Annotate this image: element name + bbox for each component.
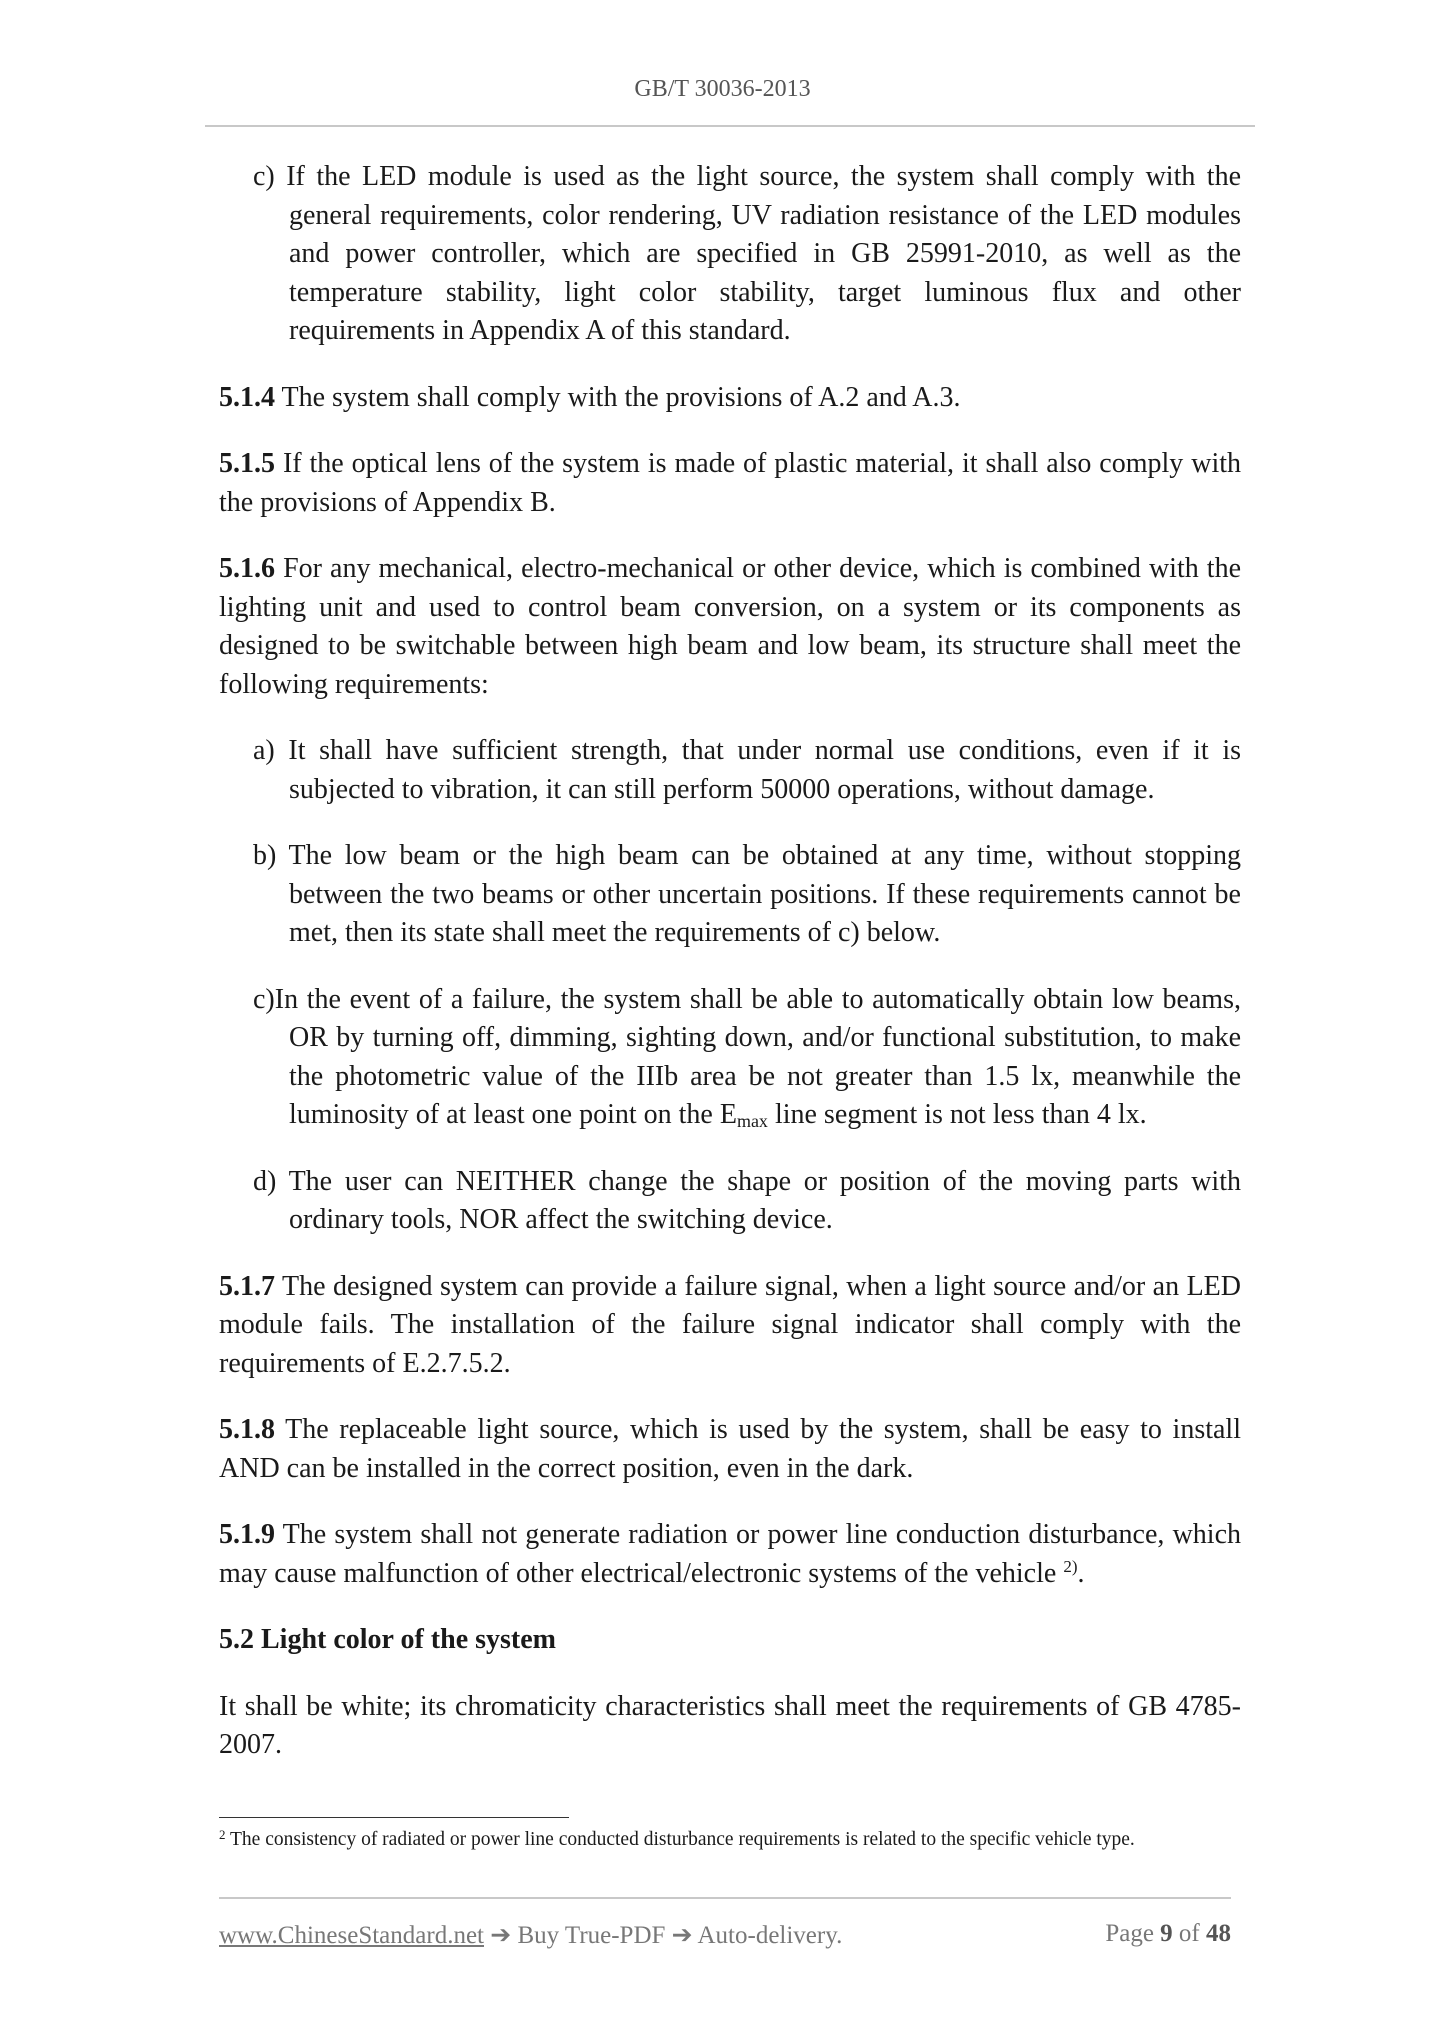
item-label: d): [253, 1165, 277, 1197]
list-item-b: [219, 837, 1241, 953]
clause-5-1-8: [219, 1411, 1241, 1488]
page-body: [219, 158, 1241, 1793]
footer-divider: [219, 1897, 1231, 1899]
page-total: 48: [1206, 1920, 1231, 1947]
clause-text: The system shall comply with the provisions of A.2 and A.3.: [281, 381, 961, 413]
clause-number: 5.1.8: [219, 1414, 275, 1445]
item-text: The user can NEITHER change the shape or position of the moving parts with ordinary tools, NOR affect the switching device.: [288, 1165, 1241, 1235]
section-5-2-text: It shall be white; its chromaticity characteristics shall meet the requirements of GB 4785-2007.: [219, 1690, 1241, 1760]
subscript-max: max: [736, 1111, 768, 1131]
clause-text: For any mechanical, electro-mechanical or other device, which is combined with the lighting unit and used to control beam conversion, on a system or its components as designed to be switchable between high beam and low beam, its structure shall meet the following requirements:: [219, 553, 1241, 700]
footnote-divider: [219, 1817, 569, 1818]
clause-5-1-6: [219, 550, 1241, 704]
page-prefix: Page: [1105, 1920, 1161, 1947]
section-heading-5-2: 5.2 Light color of the system: [219, 1624, 556, 1655]
footnote: [219, 1827, 1241, 1852]
item-label: b): [253, 840, 277, 871]
footer-tagline: ➔ Buy True-PDF ➔ Auto-delivery.: [484, 1922, 843, 1949]
document-id-header: GB/T 30036-2013: [634, 76, 811, 102]
item-text: The low beam or the high beam can be obtained at any time, without stopping between the two beams or other uncertain positions. If these requirements cannot be met, then its state shall meet the requirements of c) below.: [288, 840, 1241, 948]
clause-5-1-7: [219, 1268, 1241, 1384]
clause-text: If the optical lens of the system is made of plastic material, it shall also comply with the provisions of Appendix B.: [219, 448, 1241, 518]
footnote-text: The consistency of radiated or power line conducted disturbance requirements is related to the specific vehicle type.: [225, 1829, 1135, 1850]
item-text: It shall have sufficient strength, that under normal use conditions, even if it is subjected to vibration, it can still perform 50000 operations, without damage.: [288, 735, 1241, 805]
clause-number: 5.1.9: [219, 1519, 275, 1550]
website-link[interactable]: www.ChineseStandard.net: [219, 1922, 484, 1949]
page-indicator: [1105, 1920, 1231, 1948]
list-item-c: [219, 981, 1241, 1135]
clause-5-1-4: [219, 379, 1241, 418]
clause-number: 5.1.6: [219, 553, 275, 584]
clause-end: .: [1077, 1557, 1085, 1589]
page-footer: [219, 1920, 1231, 1950]
item-label: a): [253, 735, 275, 766]
clause-5-1-9: [219, 1516, 1241, 1593]
footnote-mark: 2: [219, 1827, 226, 1842]
item-text: If the LED module is used as the light source, the system shall comply with the general requirements, color rendering, UV radiation resistance of the LED modules and power controller, which are specified in GB 25991-2010, as well as the temperature stability, light color stability, target luminous flux and other requirements in Appendix A of this standard.: [286, 161, 1241, 346]
clause-number: 5.1.4: [219, 381, 275, 413]
page-of: of: [1172, 1920, 1206, 1947]
page-number: 9: [1160, 1920, 1173, 1947]
list-item-c-led: [219, 158, 1241, 351]
clause-number: 5.1.5: [219, 448, 275, 479]
item-label: c): [253, 161, 275, 192]
clause-text: The replaceable light source, which is used by the system, shall be easy to install AND can be installed in the correct position, even in the dark.: [219, 1414, 1241, 1484]
clause-text: The system shall not generate radiation or power line conduction disturbance, which may cause malfunction of other electrical/electronic systems of the vehicle: [219, 1519, 1241, 1589]
list-item-a: [219, 732, 1241, 809]
footnote-reference[interactable]: 2): [1063, 1556, 1078, 1576]
clause-number: 5.1.7: [219, 1270, 275, 1302]
item-text-end: line segment is not less than 4 lx.: [767, 1099, 1147, 1130]
header-divider: [205, 125, 1255, 127]
clause-text: The designed system can provide a failure signal, when a light source and/or an LED module fails. The installation of the failure signal indicator shall comply with the requirements of E.2.7.5.2.: [219, 1270, 1241, 1379]
item-label: c): [253, 983, 275, 1015]
list-item-d: [219, 1163, 1241, 1240]
clause-5-1-5: [219, 445, 1241, 522]
item-text-start: In the event of a failure, the system shall be able to automatically obtain low beams, OR by turning off, dimming, sighting down, and/or functional substitution, to make the photometric value of the IIIb area be not greater than 1.5 lx, meanwhile the luminosity of at least one point on the E: [274, 983, 1241, 1130]
